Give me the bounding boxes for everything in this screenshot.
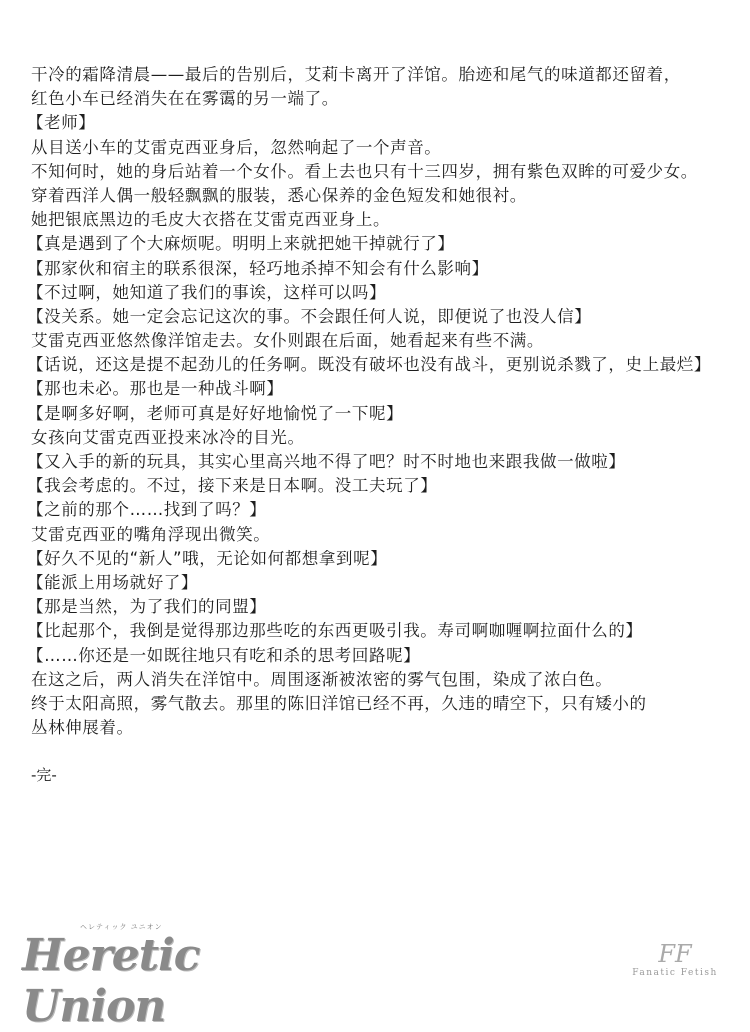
narration-line: 丛林伸展着。 [31,718,134,738]
dialogue-line: 【那也未必。那也是一种战斗啊】 [27,379,284,399]
dialogue-line: 【之前的那个……找到了吗？】 [27,500,267,520]
dialogue-line: 【话说，还这是提不起劲儿的任务啊。既没有破坏也没有战斗，更别说杀戮了，史上最烂】 [27,355,711,375]
narration-line: 穿着西洋人偶一般轻飘飘的服装，悉心保养的金色短发和她很衬。 [31,185,527,205]
dialogue-line: 【能派上用场就好了】 [27,572,198,592]
dialogue-line: 【又入手的新的玩具，其实心里高兴地不得了吧？时不时地也来跟我做一做啦】 [27,452,626,471]
fanatic-fetish-logo [620,940,730,990]
dialogue-line: 【是啊多好啊，老师可真是好好地愉悦了一下呢】 [27,403,404,423]
dialogue-line: 【老师】 [27,113,96,133]
dialogue-line: 【不过啊，她知道了我们的事诶，这样可以吗】 [27,282,387,302]
logo-title: Heretic Union [22,930,200,1032]
narration-line: 终于太阳高照，雾气散去。那里的陈旧洋馆已经不再，久违的晴空下，只有矮小的 [31,693,647,713]
dialogue-line: 【……你还是一如既往地只有吃和杀的思考回路呢】 [27,645,421,665]
narration-line: 不知何时，她的身后站着一个女仆。看上去也只有十三四岁，拥有紫色双眸的可爱少女。 [31,161,698,181]
narration-line: 从目送小车的艾雷克西亚身后，忽然响起了一个声音。 [31,137,442,157]
dialogue-line: 【那家伙和宿主的联系很深，轻巧地杀掉不知会有什么影响】 [27,258,489,278]
dialogue-line: 【真是遇到了个大麻烦呢。明明上来就把她干掉就行了】 [27,234,455,254]
narration-line: 红色小车已经消失在在雾霭的另一端了。 [31,89,339,109]
narration-line: 在这之后，两人消失在洋馆中。周围逐渐被浓密的雾气包围，染成了浓白色。 [31,669,613,689]
end-mark: -完- [31,766,57,784]
narration-line: 艾雷克西亚的嘴角浮现出微笑。 [31,524,271,544]
dialogue-line: 【好久不见的“新人”哦，无论如何都想拿到呢】 [27,548,388,568]
logo-kana: ヘレティック ユニオン [80,923,163,931]
story-text [27,63,746,740]
narration-line: 干冷的霜降清晨——最后的告别后，艾莉卡离开了洋馆。胎迹和尾气的味道都还留着， [31,65,681,84]
dialogue-line: 【我会考虑的。不过，接下来是日本啊。没工夫玩了】 [27,476,438,496]
dialogue-line: 【那是当然，为了我们的同盟】 [27,597,267,617]
heretic-union-logo [18,918,303,1032]
narration-line: 艾雷克西亚悠然像洋馆走去。女仆则跟在后面，她看起来有些不满。 [31,331,544,351]
narration-line: 她把银底黑边的毛皮大衣搭在艾雷克西亚身上。 [31,210,391,230]
narration-line: 女孩向艾雷克西亚投来冰冷的目光。 [31,427,305,447]
dialogue-line: 【没关系。她一定会忘记这次的事。不会跟任何人说，即便说了也没人信】 [27,306,592,326]
logo-mark: FF [658,940,692,968]
logo-name: Fanatic Fetish [632,968,718,978]
dialogue-line: 【比起那个，我倒是觉得那边那些吃的东西更吸引我。寿司啊咖喱啊拉面什么的】 [27,621,643,641]
